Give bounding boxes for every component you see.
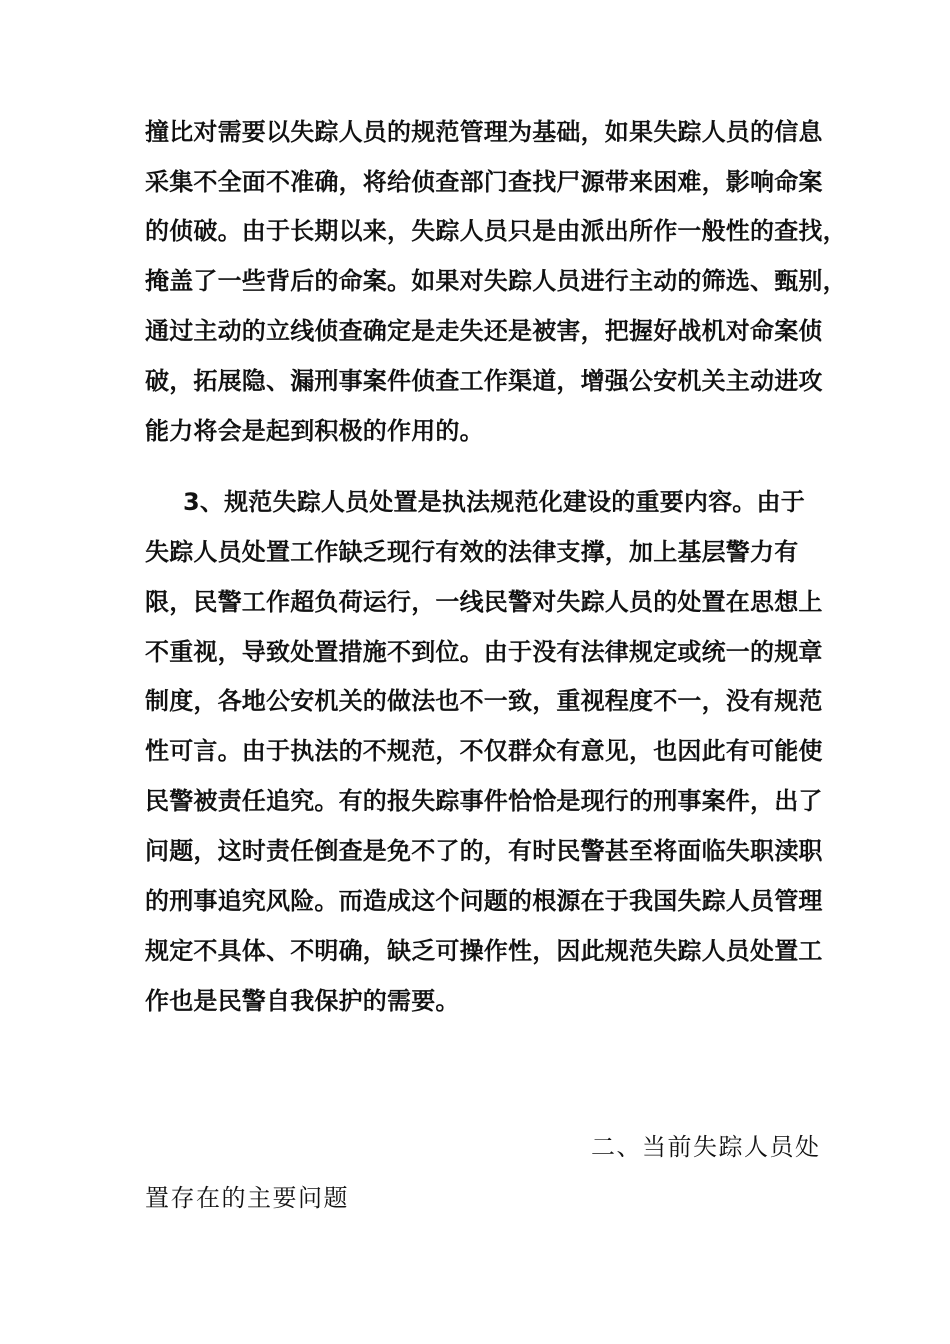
section-heading-line-2: 置存在的主要问题 — [145, 1184, 349, 1212]
paragraph-2-line: 限，民警工作超负荷运行，一线民警对失踪人员的处置在思想上 — [145, 588, 823, 616]
paragraph-2-line: 民警被责任追究。有的报失踪事件恰恰是现行的刑事案件，出了 — [145, 787, 823, 815]
paragraph-1-line: 破，拓展隐、漏刑事案件侦查工作渠道，增强公安机关主动进攻 — [145, 367, 823, 395]
paragraph-2-line: 制度，各地公安机关的做法也不一致，重视程度不一，没有规范 — [145, 687, 823, 715]
paragraph-2-line: 性可言。由于执法的不规范，不仅群众有意见，也因此有可能使 — [145, 737, 823, 765]
paragraph-2-line: 不重视，导致处置措施不到位。由于没有法律规定或统一的规章 — [145, 638, 823, 666]
paragraph-1-line: 采集不全面不准确，将给侦查部门查找尸源带来困难，影响命案 — [145, 168, 823, 196]
paragraph-2-line: 规定不具体、不明确，缺乏可操作性，因此规范失踪人员处置工 — [145, 937, 823, 965]
paragraph-1-line: 撞比对需要以失踪人员的规范管理为基础，如果失踪人员的信息 — [145, 118, 823, 146]
paragraph-1-line: 的侦破。由于长期以来，失踪人员只是由派出所作一般性的查找， — [145, 217, 847, 245]
section-heading-line-1: 二、当前失踪人员处 — [591, 1133, 821, 1161]
paragraph-2-line: 作也是民警自我保护的需要。 — [145, 987, 460, 1015]
paragraph-2-line: 问题，这时责任倒查是免不了的，有时民警甚至将面临失职渎职 — [145, 837, 823, 865]
paragraph-1-line: 能力将会是起到积极的作用的。 — [145, 417, 484, 445]
paragraph-1-line: 通过主动的立线侦查确定是走失还是被害，把握好战机对命案侦 — [145, 317, 823, 345]
paragraph-1-line: 掩盖了一些背后的命案。如果对失踪人员进行主动的筛选、甄别， — [145, 267, 847, 295]
paragraph-2-line: 3、规范失踪人员处置是执法规范化建设的重要内容。由于 — [183, 488, 805, 516]
paragraph-2-line: 失踪人员处置工作缺乏现行有效的法律支撑，加上基层警力有 — [145, 538, 799, 566]
paragraph-2-line: 的刑事追究风险。而造成这个问题的根源在于我国失踪人员管理 — [145, 887, 823, 915]
